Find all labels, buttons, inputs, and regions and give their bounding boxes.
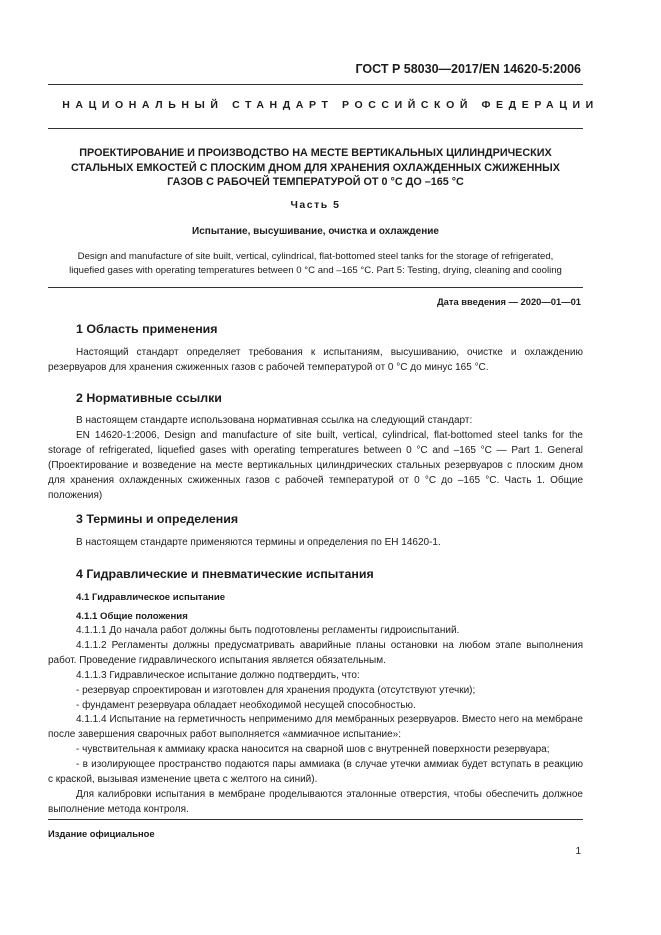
banner-divider	[48, 128, 583, 129]
document-title	[60, 146, 571, 190]
list-item: - резервуар спроектирован и изготовлен для хранения продукта (отсутствуют утечки);	[76, 684, 476, 696]
list-item: - фундамент резервуара обладает необходимой несущей способностью.	[76, 699, 416, 711]
paragraph: 4.1.1.3 Гидравлическое испытание должно подтвердить, что:	[76, 669, 360, 681]
section-body	[48, 414, 583, 503]
english-title	[52, 250, 579, 278]
section-body	[48, 624, 583, 818]
english-title-line: Design and manufacture of site built, vertical, cylindrical, flat-bottomed steel tanks for the storage of refrigerated,	[77, 251, 554, 262]
list-item: - чувствительная к аммиаку краска наносится на сварной шов с внутренней поверхности резервуара;	[76, 744, 550, 756]
part-number: Часть 5	[290, 199, 341, 211]
header-divider	[48, 84, 583, 85]
subsection-heading: 4.1 Гидравлическое испытание	[76, 592, 226, 603]
official-edition-note: Издание официальное	[48, 828, 155, 839]
section-heading: 4 Гидравлические и пневматические испытания	[76, 567, 374, 581]
footer-divider	[48, 819, 583, 820]
subsection-heading: 4.1.1 Общие положения	[76, 611, 188, 622]
title-line: ПРОЕКТИРОВАНИЕ И ПРОИЗВОДСТВО НА МЕСТЕ ВЕРТИКАЛЬНЫХ ЦИЛИНДРИЧЕСКИХ	[79, 147, 552, 159]
title-line: ГАЗОВ С РАБОЧЕЙ ТЕМПЕРАТУРОЙ ОТ 0 °С ДО –165 °С	[167, 176, 464, 189]
paragraph: В настоящем стандарте использована нормативная ссылка на следующий стандарт:	[76, 415, 473, 426]
title-line: СТАЛЬНЫХ ЕМКОСТЕЙ С ПЛОСКИМ ДНОМ ДЛЯ ХРАНЕНИЯ ОХЛАЖДЕННЫХ СЖИЖЕННЫХ	[71, 161, 560, 174]
paragraph: 4.1.1.4 Испытание на герметичность неприменимо для мембранных резервуаров. Вместо него на мембране после завершения сварочных работ выполняется «аммиачное испытание»:	[48, 714, 583, 741]
paragraph: EN 14620-1:2006, Design and manufacture of site built, vertical, cylindrical, flat-bottomed steel tanks for the storage of refrigerated, liquefied gases with operating temperatures between 0 °C and –165 °C — Part 1. General (Проектирование и возведение на месте вертикальных цилиндрических стальных резервуаров с плоским дном для хранения охлажденных сжиженных газов с рабочей температурой от 0 °С до –165 °С. Часть 1. Общие положения)	[48, 429, 583, 501]
title-divider	[48, 287, 583, 288]
english-title-line: liquefied gases with operating temperatures between 0 °C and –165 °C. Part 5: Testing, drying, cleaning and cooling	[69, 265, 562, 276]
section-body	[48, 536, 583, 551]
section-heading: 2 Нормативные ссылки	[76, 391, 222, 405]
paragraph: 4.1.1.2 Регламенты должны предусматривать аварийные планы остановки на любом этапе выполнения работ. Проведение гидравлического испытания является обязательным.	[48, 639, 583, 666]
paragraph: В настоящем стандарте применяются термины и определения по ЕН 14620-1.	[76, 537, 441, 548]
section-heading: 1 Область применения	[76, 322, 218, 336]
paragraph: Для калибровки испытания в мембране проделываются эталонные отверстия, чтобы обеспечить должное выполнение метода контроля.	[48, 788, 583, 815]
paragraph: Настоящий стандарт определяет требования к испытаниям, высушиванию, очистке и охлаждению резервуаров для хранения сжиженных газов с рабочей температурой от 0 °С до минус 165 °С.	[48, 347, 583, 373]
paragraph: 4.1.1.1 До начала работ должны быть подготовлены регламенты гидроиспытаний.	[76, 625, 460, 636]
document-code: ГОСТ Р 58030—2017/EN 14620-5:2006	[355, 62, 581, 76]
introduction-date: Дата введения — 2020—01—01	[436, 296, 581, 307]
page-number: 1	[575, 846, 581, 857]
list-item: - в изолирующее пространство подаются пары аммиака (в случае утечки аммиак будет вступать в реакцию с краской, вызывая изменение цвета с желтого на синий).	[48, 759, 583, 786]
section-heading: 3 Термины и определения	[76, 512, 239, 526]
part-subtitle: Испытание, высушивание, очистка и охлаждение	[192, 226, 439, 237]
national-standard-banner: НАЦИОНАЛЬНЫЙ СТАНДАРТ РОССИЙСКОЙ ФЕДЕРАЦИИ	[62, 99, 599, 111]
section-body	[48, 346, 583, 376]
